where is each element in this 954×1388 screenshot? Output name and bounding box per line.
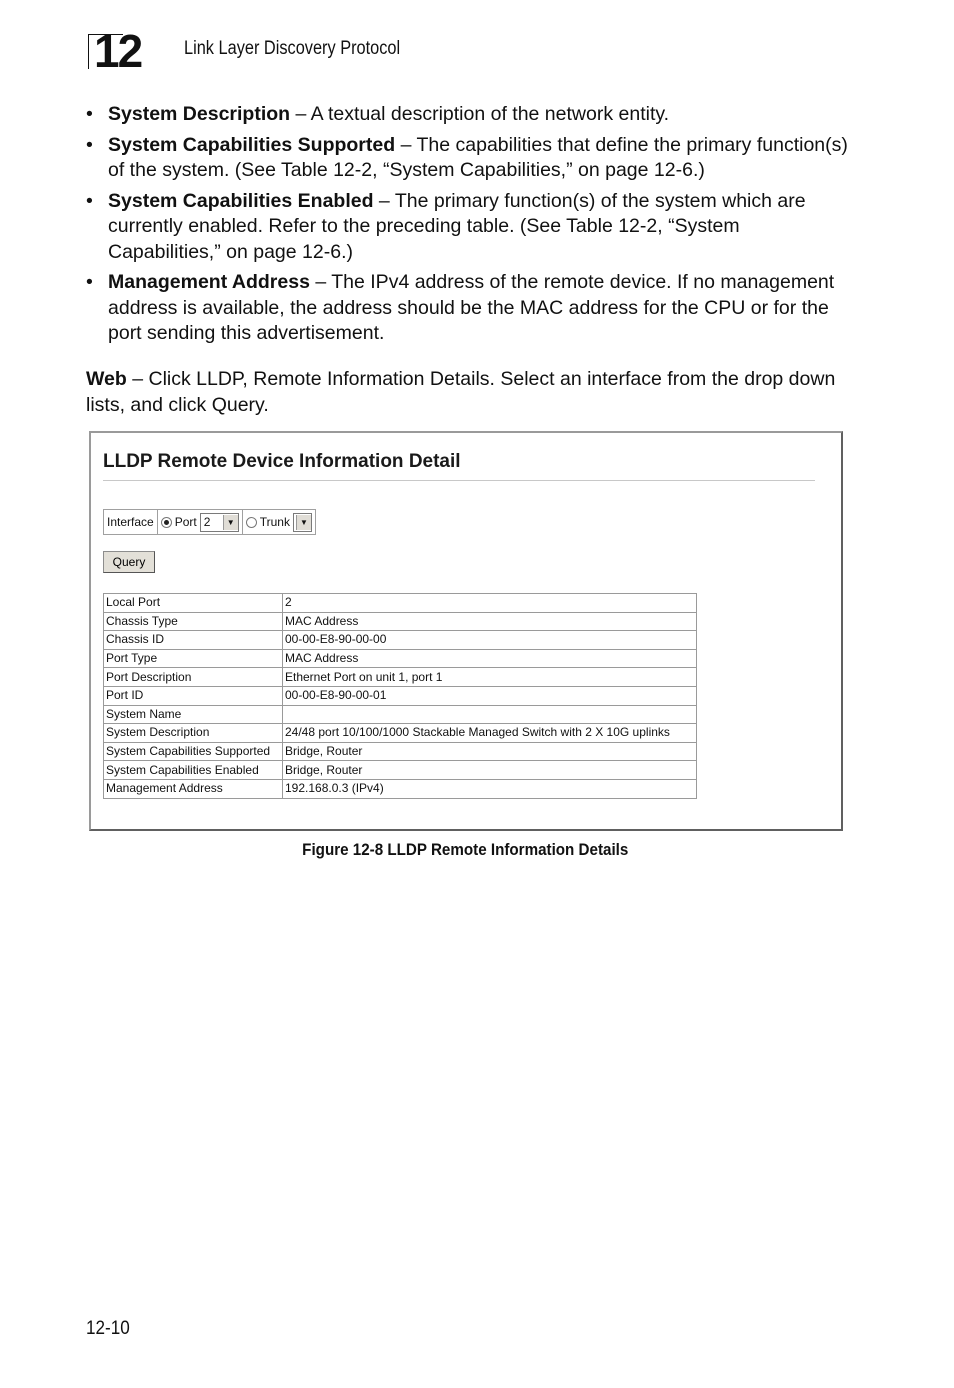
- table-row: [104, 612, 697, 631]
- row-value: 00-00-E8-90-00-00: [283, 631, 697, 650]
- remote-info-table: [103, 593, 697, 799]
- bullet-icon: •: [86, 271, 93, 293]
- row-value: 192.168.0.3 (IPv4): [283, 779, 697, 798]
- port-select[interactable]: [200, 513, 239, 532]
- table-row: [104, 649, 697, 668]
- bullet-term: System Capabilities Supported: [108, 133, 396, 156]
- table-row: [104, 724, 697, 743]
- table-row: [104, 761, 697, 780]
- port-radio[interactable]: [161, 517, 172, 528]
- chapter-marker: [88, 25, 166, 77]
- trunk-label: Trunk: [259, 515, 290, 529]
- bullet-term: Management Address: [108, 271, 310, 293]
- field-description-list: [86, 102, 856, 352]
- row-label: Management Address: [104, 779, 283, 798]
- trunk-radio[interactable]: [246, 517, 257, 528]
- bullet-text: – The capabilities that define the primary function(s) of the system. (See Table 12-2, “System Capabilities,” on page 12-6.): [108, 133, 848, 181]
- row-value: 2: [283, 594, 697, 613]
- bullet-icon: •: [86, 133, 93, 156]
- chapter-title: Link Layer Discovery Protocol: [184, 38, 401, 59]
- bullet-icon: •: [86, 189, 93, 212]
- web-text: – Click LLDP, Remote Information Details. Select an interface from the drop down lists, and click Query.: [86, 368, 836, 416]
- row-value: 00-00-E8-90-00-01: [283, 686, 697, 705]
- row-label: System Name: [104, 705, 283, 724]
- row-value: [283, 705, 697, 724]
- port-label: Port: [174, 515, 197, 529]
- table-row: [104, 668, 697, 687]
- figure-title: LLDP Remote Device Information Detail: [103, 451, 461, 472]
- table-row: [104, 686, 697, 705]
- list-item: [86, 133, 856, 184]
- row-label: System Capabilities Enabled: [104, 761, 283, 780]
- interface-label-cell: [104, 510, 158, 534]
- bullet-text: – The IPv4 address of the remote device. If no management address is available, the address should be the MAC address for the CPU or for the port sending this advertisement.: [108, 271, 835, 344]
- row-label: Port Description: [104, 668, 283, 687]
- table-row: [104, 631, 697, 650]
- port-cell: [158, 510, 243, 534]
- bullet-term: System Capabilities Enabled: [108, 189, 374, 212]
- row-label: Chassis ID: [104, 631, 283, 650]
- list-item: [86, 189, 856, 266]
- bullet-icon: •: [86, 103, 93, 125]
- bullet-text: – A textual description of the network entity.: [290, 103, 670, 125]
- query-button[interactable]: Query: [103, 551, 155, 573]
- row-label: Local Port: [104, 594, 283, 613]
- bullet-text: – The primary function(s) of the system which are currently enabled. Refer to the preceding table. (See Table 12-2, “System Capabilities,” on page 12-6.): [108, 189, 806, 263]
- web-instructions: [86, 366, 866, 418]
- row-value: MAC Address: [283, 649, 697, 668]
- table-row: [104, 705, 697, 724]
- port-select-value: 2: [203, 515, 211, 529]
- row-label: Port ID: [104, 686, 283, 705]
- row-value: 24/48 port 10/100/1000 Stackable Managed Switch with 2 X 10G uplinks: [283, 724, 697, 743]
- screenshot-figure: [89, 431, 843, 831]
- row-label: System Capabilities Supported: [104, 742, 283, 761]
- row-label: System Description: [104, 724, 283, 743]
- trunk-cell: [243, 510, 315, 534]
- row-label: Chassis Type: [104, 612, 283, 631]
- interface-label: Interface: [107, 515, 154, 529]
- bullet-term: System Description: [108, 103, 291, 125]
- chevron-down-icon[interactable]: ▼: [223, 515, 238, 530]
- figure-caption: [0, 841, 930, 860]
- chevron-down-icon[interactable]: ▼: [296, 515, 311, 530]
- interface-selector: [103, 509, 316, 535]
- figure-caption-text: Figure 12-8 LLDP Remote Information Details: [301, 841, 629, 859]
- row-value: Ethernet Port on unit 1, port 1: [283, 668, 697, 687]
- row-value: Bridge, Router: [283, 742, 697, 761]
- row-label: Port Type: [104, 649, 283, 668]
- row-value: MAC Address: [283, 612, 697, 631]
- trunk-select[interactable]: [293, 513, 312, 532]
- list-item: [86, 270, 856, 347]
- page-number: 12-10: [86, 1318, 130, 1339]
- list-item: [86, 102, 856, 128]
- table-row: [104, 779, 697, 798]
- chapter-number: 12: [94, 25, 142, 77]
- row-value: Bridge, Router: [283, 761, 697, 780]
- title-divider: [103, 480, 815, 481]
- table-row: [104, 594, 697, 613]
- table-row: [104, 742, 697, 761]
- web-term: Web: [86, 368, 127, 390]
